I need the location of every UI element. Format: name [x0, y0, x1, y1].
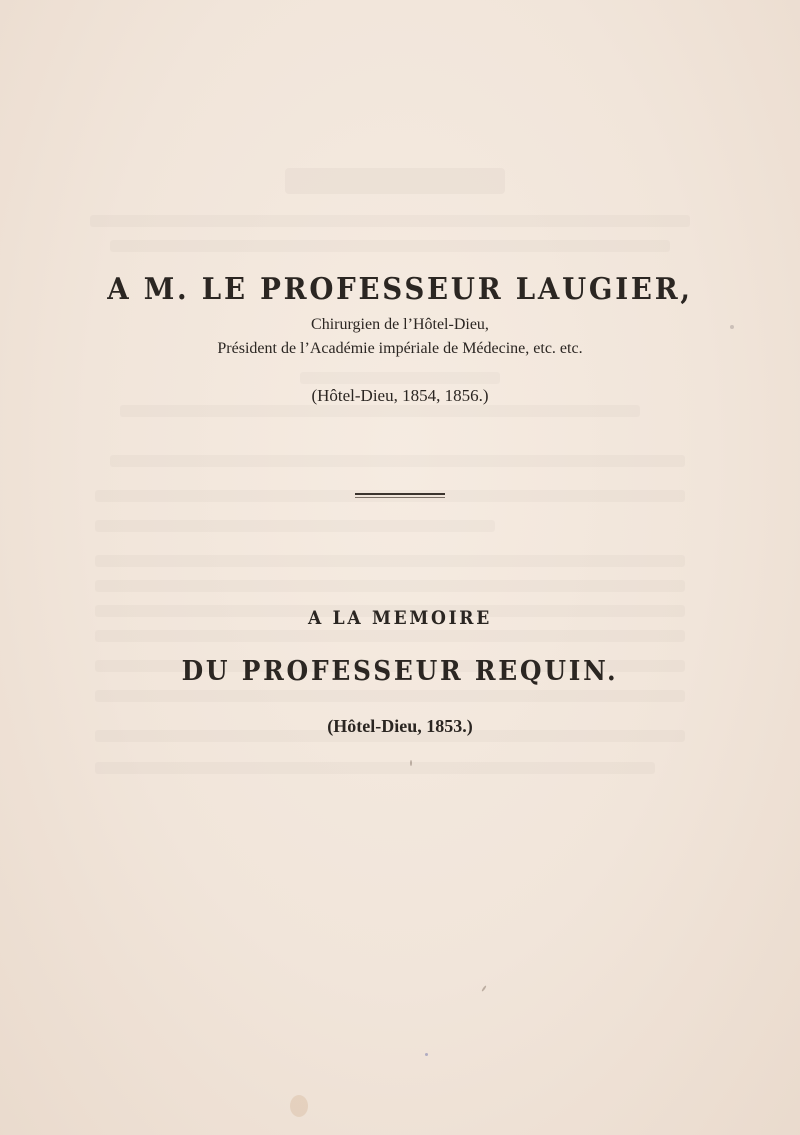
- paper-speck: [410, 760, 412, 766]
- section-divider-rule: [355, 493, 445, 495]
- paper-speck: [425, 1053, 428, 1056]
- paper-speck: [290, 1095, 308, 1117]
- memorial-dates-requin: (Hôtel-Dieu, 1853.): [327, 716, 473, 736]
- dedication-subtitle-line1: Chirurgien de l’Hôtel-Dieu,: [311, 316, 489, 333]
- dedication-title-laugier: A M. LE PROFESSEUR LAUGIER,: [107, 272, 693, 307]
- section-divider-rule-thin: [355, 497, 445, 498]
- dedication-subtitle-line2: Président de l’Académie impériale de Médecine, etc. etc.: [217, 340, 583, 357]
- dedication-dates-laugier: (Hôtel-Dieu, 1854, 1856.): [311, 386, 489, 405]
- memorial-title-requin: DU PROFESSEUR REQUIN.: [181, 656, 619, 687]
- memorial-heading: A LA MEMOIRE: [308, 607, 492, 629]
- paper-speck: [730, 325, 734, 329]
